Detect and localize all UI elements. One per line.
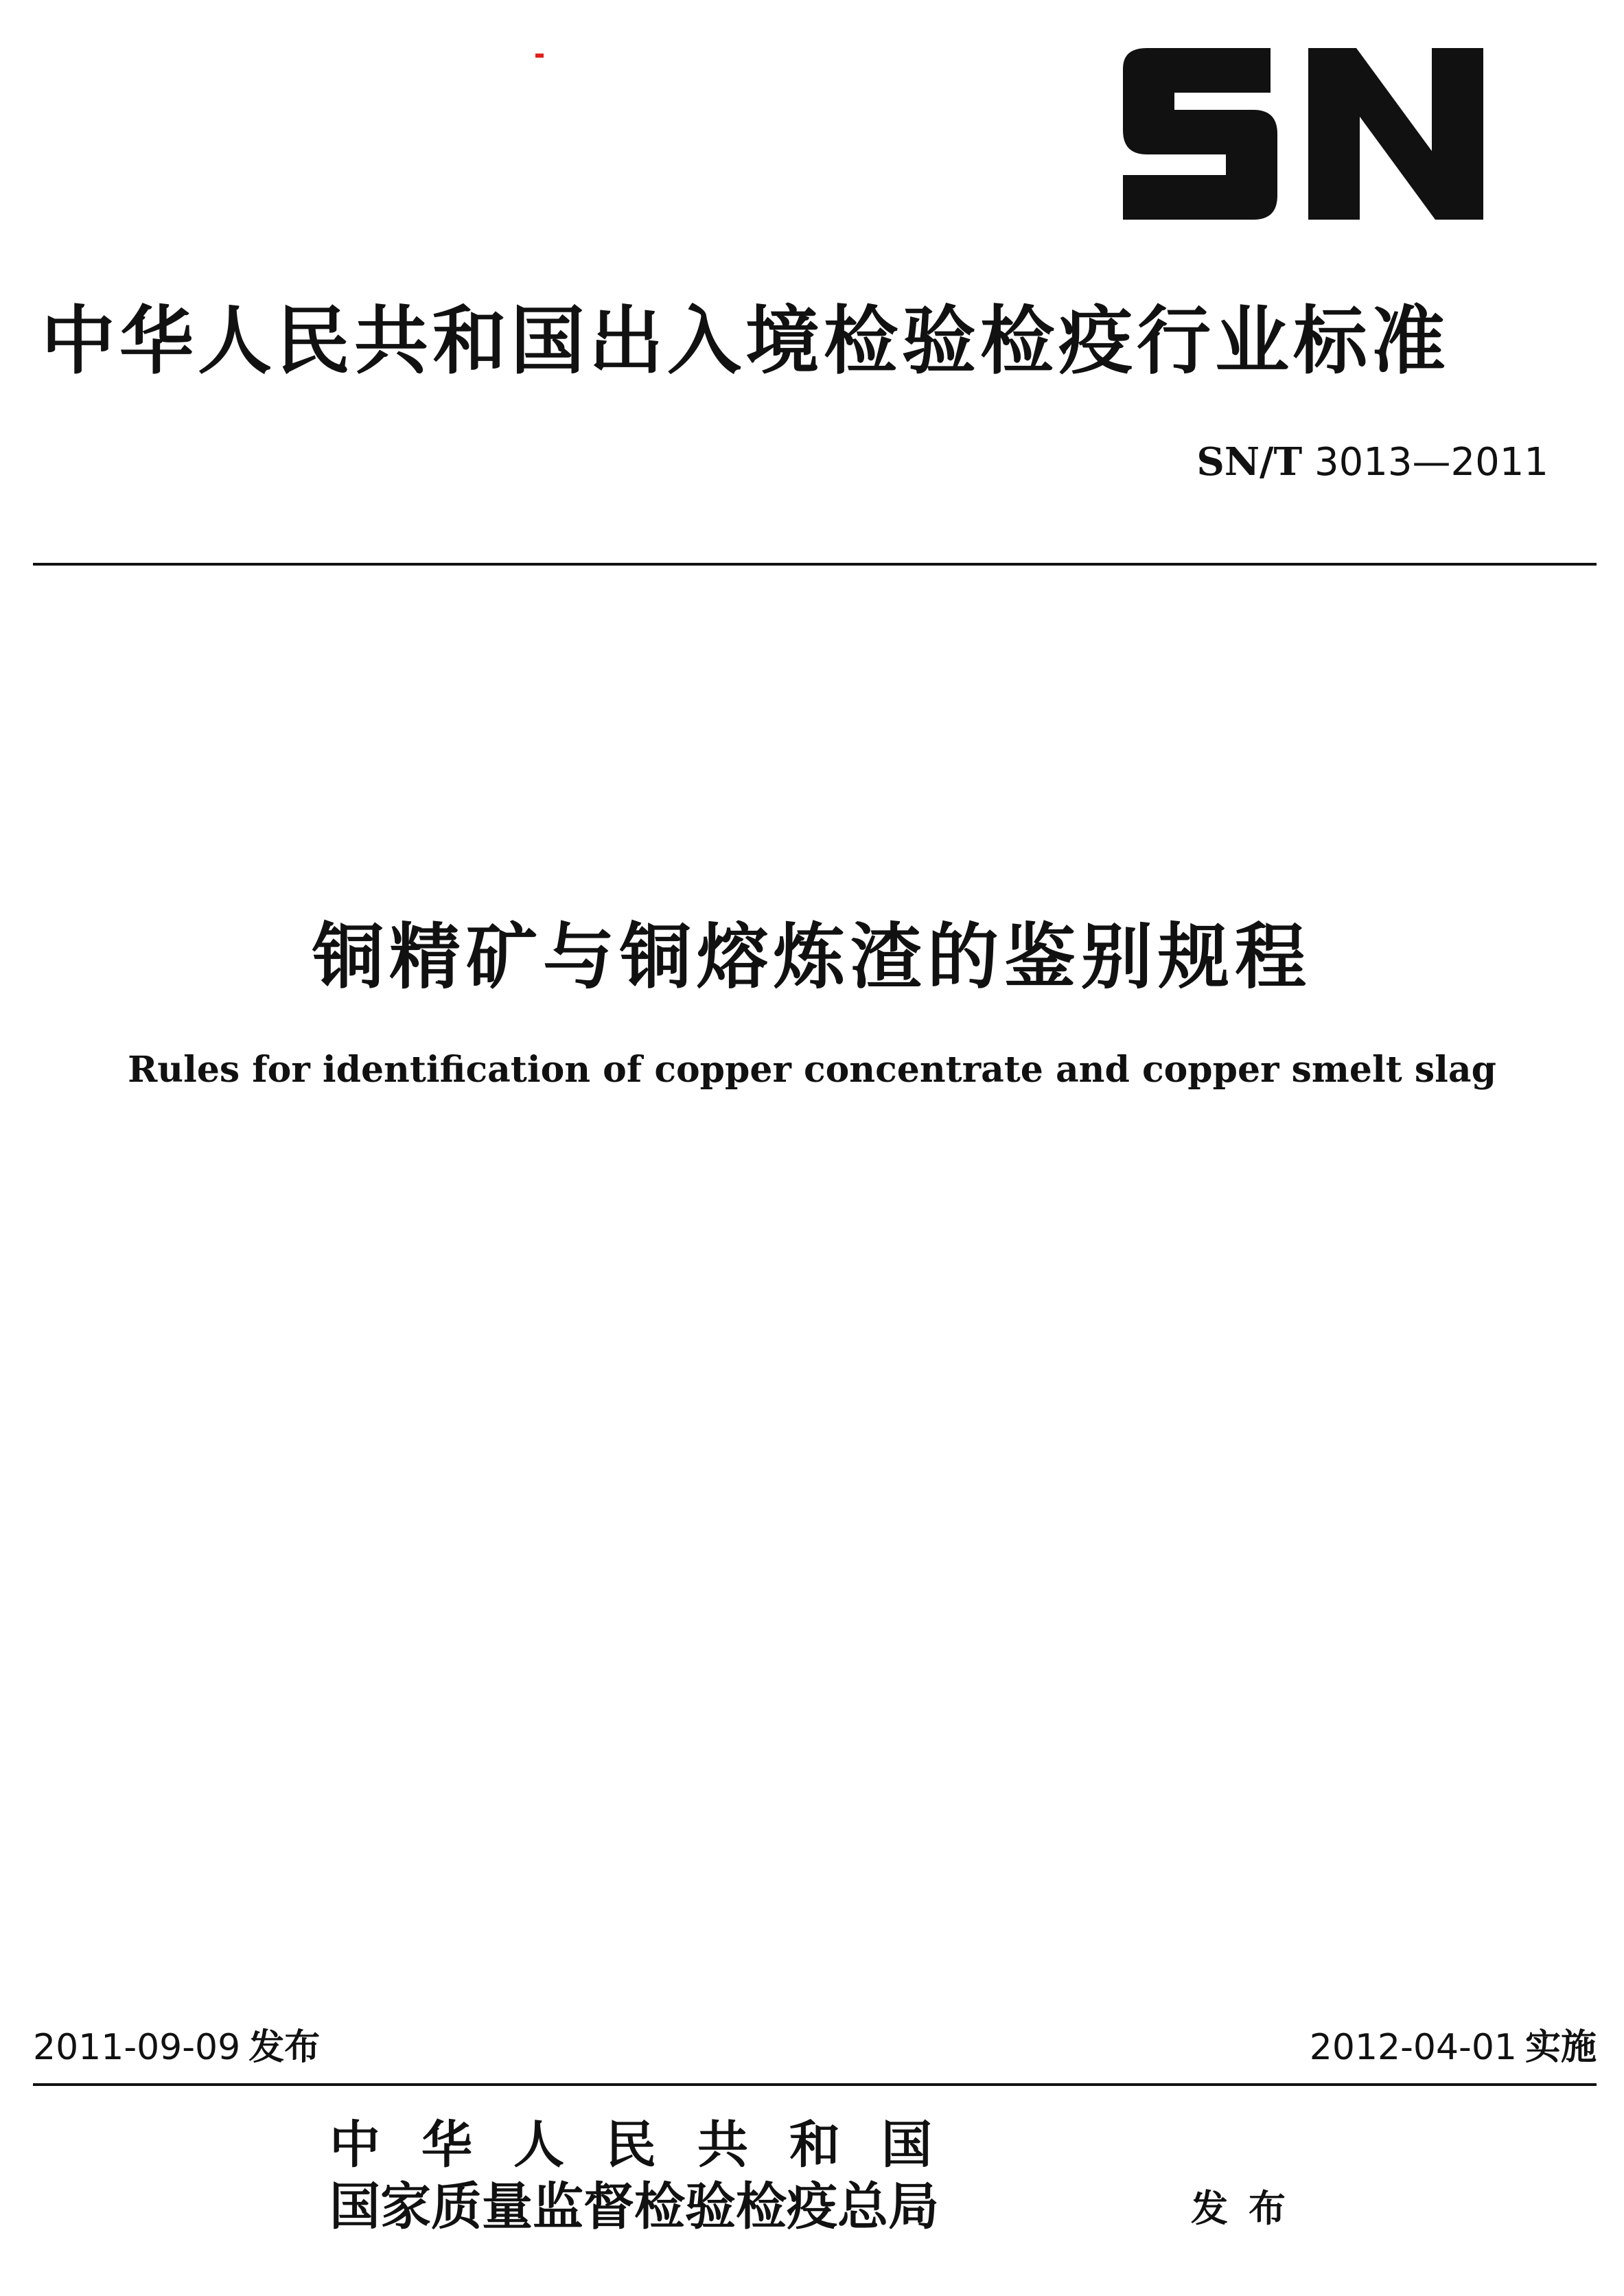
implementation-date-label: 实施: [1524, 2027, 1597, 2068]
red-mark: [535, 54, 544, 58]
chinese-title: 铜精矿与铜熔炼渣的鉴别规程: [312, 915, 1312, 999]
implementation-date: [1310, 2018, 1597, 2069]
english-title: Rules for identification of copper concentrate and copper smelt slag: [128, 1049, 1496, 1091]
top-divider: [33, 563, 1597, 566]
issue-date-label: 发布: [248, 2027, 321, 2068]
issue-date: [33, 2018, 320, 2069]
issuing-authorities: [329, 2114, 1146, 2238]
implementation-date-value: 2012-04-01: [1309, 2027, 1517, 2068]
publish-label: 发布: [1191, 2187, 1306, 2230]
issuer-agency: 国家质量监督检验检疫总局: [329, 2177, 939, 2236]
organization-title: 中华人民共和国出入境检验检疫行业标准: [41, 299, 1450, 384]
issue-date-value: 2011-09-09: [33, 2027, 241, 2068]
sn-logo: [1109, 41, 1494, 227]
sn-logo-graphic: [1109, 41, 1494, 227]
issuer-country: 中华人民共和国: [329, 2115, 973, 2175]
standard-prefix: SN/T: [1196, 439, 1303, 485]
bottom-divider: [33, 2083, 1597, 2086]
standard-code: 3013—2011: [1314, 440, 1548, 485]
standard-number: [1196, 439, 1548, 485]
